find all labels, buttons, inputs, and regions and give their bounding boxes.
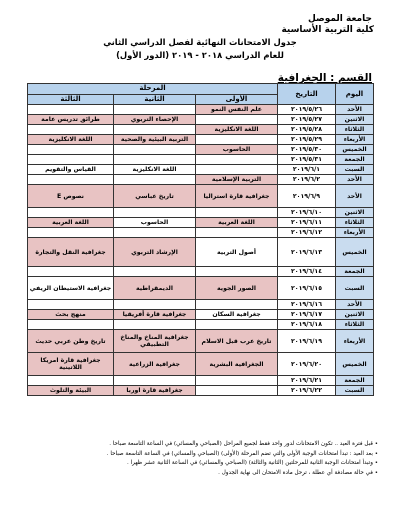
table-row	[28, 218, 374, 228]
first-stage-cell	[196, 300, 278, 310]
second-stage-cell	[114, 105, 196, 115]
table-row	[28, 155, 374, 165]
table-row	[28, 105, 374, 115]
third-stage-cell: جغرافية قارة امريكا اللاتينية	[28, 353, 114, 376]
third-stage-cell	[28, 300, 114, 310]
third-stage-cell	[28, 228, 114, 238]
second-stage-cell: تاريخ عباسي	[114, 185, 196, 208]
first-stage-cell	[196, 165, 278, 175]
note-item: • قبل فترة العيد .. تكون الامتحانات لدور واحد فقط لجميع المراحل (الصباحي والمسائي) في الساعة التاسعة صباحا .	[109, 441, 378, 447]
table-row	[28, 208, 374, 218]
first-stage-cell	[196, 155, 278, 165]
note-item: • وتبدأ امتحانات الوجبة الثانية للمرحلتين (الثانية والثالثة) (الصباحي والمسائي) في الساعة الثانية عشر ظهرا .	[127, 460, 378, 467]
table-row	[28, 320, 374, 330]
first-stage-cell: اللغة العربية	[196, 218, 278, 228]
header-stage: المرحلة	[28, 84, 278, 95]
table-row	[28, 165, 374, 175]
second-stage-cell	[114, 145, 196, 155]
date-cell: ٢٠١٩/٦/٢	[278, 175, 336, 185]
table-row	[28, 267, 374, 277]
first-stage-cell: الحاسوب	[196, 145, 278, 155]
third-stage-cell	[28, 376, 114, 386]
day-cell: الاثنين	[336, 310, 374, 320]
first-stage-cell	[196, 135, 278, 145]
day-cell: الأربعاء	[336, 228, 374, 238]
table-row	[28, 277, 374, 300]
second-stage-cell: التربية البيئية والصحية	[114, 135, 196, 145]
table-row	[28, 115, 374, 125]
header-day: اليوم	[336, 84, 374, 105]
table-row	[28, 330, 374, 353]
table-row	[28, 386, 374, 396]
first-stage-cell: جغرافية السكان	[196, 310, 278, 320]
third-stage-cell: جغرافية الاستيطان الريفي	[28, 277, 114, 300]
third-stage-cell: تاريخ وطن عربي حديث	[28, 330, 114, 353]
day-cell: الاثنين	[336, 115, 374, 125]
second-stage-cell: اللغة الانكليزية	[114, 165, 196, 175]
table-row	[28, 228, 374, 238]
day-cell: الأحد	[336, 300, 374, 310]
college-name: كلية التربية الأساسية	[281, 25, 374, 35]
header-third: الثالثة	[28, 94, 114, 105]
third-stage-cell	[28, 155, 114, 165]
date-cell: ٢٠١٩/٦/٢١	[278, 376, 336, 386]
exam-schedule-table	[27, 83, 374, 396]
academic-year: للعام الدراسي ٢٠١٨ - ٢٠١٩ (الدور الأول)	[116, 50, 284, 60]
first-stage-cell	[196, 228, 278, 238]
first-stage-cell	[196, 376, 278, 386]
date-cell: ٢٠١٩/٦/٩	[278, 185, 336, 208]
day-cell: السبت	[336, 165, 374, 175]
day-cell: الأحد	[336, 175, 374, 185]
first-stage-cell: علم النفس النمو	[196, 105, 278, 115]
third-stage-cell	[28, 267, 114, 277]
date-cell: ٢٠١٩/٦/١٥	[278, 277, 336, 300]
second-stage-cell: جغرافية المناخ والمناخ التطبيقي	[114, 330, 196, 353]
second-stage-cell: الديمقراطية	[114, 277, 196, 300]
date-cell: ٢٠١٩/٦/١٦	[278, 300, 336, 310]
first-stage-cell: اللغة الانكليزية	[196, 125, 278, 135]
table-row	[28, 376, 374, 386]
second-stage-cell	[114, 125, 196, 135]
day-cell: الجمعة	[336, 267, 374, 277]
date-cell: ٢٠١٩/٦/١٣	[278, 238, 336, 267]
second-stage-cell	[114, 228, 196, 238]
second-stage-cell: الحاسوب	[114, 218, 196, 228]
header-second: الثانية	[114, 94, 196, 105]
date-cell: ٢٠١٩/٥/٢٩	[278, 135, 336, 145]
first-stage-cell: تاريخ عرب قبل الاسلام	[196, 330, 278, 353]
third-stage-cell	[28, 125, 114, 135]
third-stage-cell: طرائق تدريس عامة	[28, 115, 114, 125]
second-stage-cell	[114, 267, 196, 277]
table-row	[28, 238, 374, 267]
third-stage-cell	[28, 320, 114, 330]
second-stage-cell	[114, 300, 196, 310]
third-stage-cell	[28, 105, 114, 115]
table-row	[28, 135, 374, 145]
table-row	[28, 300, 374, 310]
third-stage-cell	[28, 145, 114, 155]
second-stage-cell	[114, 155, 196, 165]
table-row	[28, 185, 374, 208]
date-cell: ٢٠١٩/٦/١٧	[278, 310, 336, 320]
table-row	[28, 175, 374, 185]
third-stage-cell: اللغة العربية	[28, 218, 114, 228]
first-stage-cell	[196, 208, 278, 218]
date-cell: ٢٠١٩/٦/٢٠	[278, 353, 336, 376]
table-row	[28, 125, 374, 135]
first-stage-cell: جغرافية قارة استراليا	[196, 185, 278, 208]
third-stage-cell: نصوص E	[28, 185, 114, 208]
department-label: القسم : الجغرافية	[277, 72, 372, 84]
second-stage-cell: جغرافية قارة اوربا	[114, 386, 196, 396]
day-cell: الثلاثاء	[336, 320, 374, 330]
second-stage-cell: الإرشاد التربوي	[114, 238, 196, 267]
date-cell: ٢٠١٩/٦/١	[278, 165, 336, 175]
second-stage-cell	[114, 208, 196, 218]
day-cell: الخميس	[336, 145, 374, 155]
day-cell: الاثنين	[336, 208, 374, 218]
third-stage-cell: منهج بحث	[28, 310, 114, 320]
day-cell: الأربعاء	[336, 330, 374, 353]
day-cell: الأحد	[336, 105, 374, 115]
second-stage-cell	[114, 175, 196, 185]
date-cell: ٢٠١٩/٦/١٩	[278, 330, 336, 353]
date-cell: ٢٠١٩/٦/١٤	[278, 267, 336, 277]
table-row	[28, 145, 374, 155]
university-name: جامعة الموصل	[308, 14, 372, 24]
second-stage-cell: الإحصاء التربوي	[114, 115, 196, 125]
second-stage-cell: جغرافية قارة أفريقيا	[114, 310, 196, 320]
day-cell: الجمعة	[336, 376, 374, 386]
date-cell: ٢٠١٩/٦/٢٢	[278, 386, 336, 396]
first-stage-cell: أصول التربية	[196, 238, 278, 267]
day-cell: الأربعاء	[336, 135, 374, 145]
note-item: • بعد العيد : تبدأ امتحانات الوجبة الأولى والتي تضم المرحلة (الأولى) (الصباحي والمسائي) في الساعة التاسعة صباحا .	[106, 450, 378, 457]
first-stage-cell	[196, 115, 278, 125]
third-stage-cell: القياس والتقويم	[28, 165, 114, 175]
date-cell: ٢٠١٩/٦/١١	[278, 218, 336, 228]
day-cell: الأحد	[336, 185, 374, 208]
schedule-title: جدول الامتحانات النهائية لفصل الدراسي الثاني	[103, 37, 297, 47]
second-stage-cell	[114, 376, 196, 386]
exam-notes	[18, 440, 378, 478]
date-cell: ٢٠١٩/٥/٣٠	[278, 145, 336, 155]
third-stage-cell	[28, 208, 114, 218]
day-cell: السبت	[336, 386, 374, 396]
day-cell: السبت	[336, 277, 374, 300]
second-stage-cell	[114, 320, 196, 330]
date-cell: ٢٠١٩/٥/٢٨	[278, 125, 336, 135]
second-stage-cell: جغرافية الزراعية	[114, 353, 196, 376]
date-cell: ٢٠١٩/٥/٣١	[278, 155, 336, 165]
first-stage-cell: التربية الإسلامية	[196, 175, 278, 185]
day-cell: الثلاثاء	[336, 125, 374, 135]
header-first: الأولى	[196, 94, 278, 105]
first-stage-cell: الجغرافية البشرية	[196, 353, 278, 376]
third-stage-cell: جغرافية النقل والتجارة	[28, 238, 114, 267]
day-cell: الخميس	[336, 353, 374, 376]
first-stage-cell: الصور الجوية	[196, 277, 278, 300]
third-stage-cell: اللغة الانكليزية	[28, 135, 114, 145]
third-stage-cell	[28, 175, 114, 185]
first-stage-cell	[196, 320, 278, 330]
date-cell: ٢٠١٩/٥/٢٧	[278, 115, 336, 125]
first-stage-cell	[196, 267, 278, 277]
table-row	[28, 310, 374, 320]
date-cell: ٢٠١٩/٦/١٠	[278, 208, 336, 218]
table-row	[28, 353, 374, 376]
date-cell: ٢٠١٩/٦/١٨	[278, 320, 336, 330]
first-stage-cell	[196, 386, 278, 396]
date-cell: ٢٠١٩/٥/٢٦	[278, 105, 336, 115]
third-stage-cell: البيئة والتلوث	[28, 386, 114, 396]
header-date: التاريخ	[278, 84, 336, 105]
day-cell: الخميس	[336, 238, 374, 267]
date-cell: ٢٠١٩/٦/١٢	[278, 228, 336, 238]
note-item: • في حالة مصادفة أي عطلة ، ترحل مادة الامتحان الى نهاية الجدول .	[218, 469, 378, 476]
day-cell: الجمعة	[336, 155, 374, 165]
day-cell: الثلاثاء	[336, 218, 374, 228]
